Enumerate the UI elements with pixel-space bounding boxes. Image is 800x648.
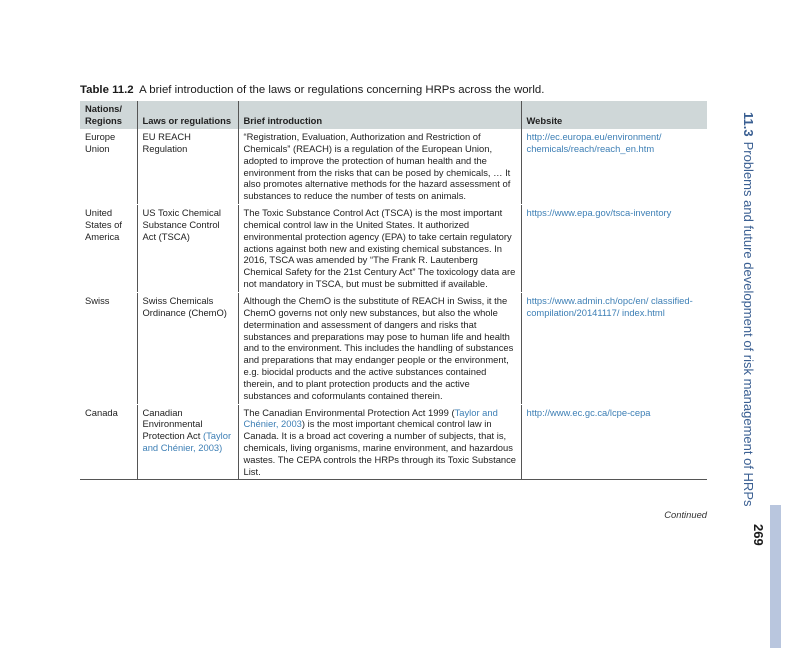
header-intro: Brief introduction: [238, 101, 521, 129]
cell-intro: The Toxic Substance Control Act (TSCA) is the most important chemical control law in the United States. It authorized environmental protection agency (EPA) to take certain regulatory actions against both new and existing chemical substances. In 2016, TSCA was amended by “The Frank R. Lautenberg Chemical Safety for the 21st Century Act” The toxicology data are not mandatory in TSCA, but must be submitted if available.: [238, 205, 521, 293]
continued-note: Continued: [664, 509, 707, 520]
section-number: 11.3: [741, 112, 756, 137]
header-laws: Laws or regulations: [137, 101, 238, 129]
law-name: Canadian Environmental Protection Act: [142, 406, 203, 442]
running-head: [741, 112, 756, 507]
citation-link[interactable]: (Taylor and Chénier, 2003): [142, 430, 232, 454]
table-caption-text: A brief introduction of the laws or regulations concerning HRPs across the world.: [139, 84, 545, 96]
table-number: Table 11.2: [80, 84, 134, 96]
table-row: [80, 129, 707, 205]
website-link[interactable]: http://ec.europa.eu/environment/ chemicals/reach/reach_en.htm: [521, 129, 707, 205]
laws-table: [80, 101, 707, 480]
cell-region: Swiss: [80, 292, 137, 404]
cell-intro: [238, 404, 521, 479]
section-title: Problems and future development of risk management of HRPs: [741, 141, 756, 507]
header-regions: Nations/ Regions: [80, 101, 137, 129]
table-row: [80, 205, 707, 293]
website-link[interactable]: https://www.epa.gov/tsca-inventory: [521, 205, 707, 293]
cell-law: US Toxic Chemical Substance Control Act (TSCA): [137, 205, 238, 293]
cell-law: [137, 404, 238, 479]
cell-intro: Although the ChemO is the substitute of REACH in Swiss, it the ChemO governs not only new substances, but also the whole determination and assessment of dangers and risks that substances and preparations may pose to human life and health and to the environment. This includes the handling of substances and preparations that may endanger people or the environment, e.g. biocidal products and the active substances contained therein, and to plant protection products and the active substances and coformulants contained therein.: [238, 292, 521, 404]
cell-region: Canada: [80, 404, 137, 479]
table-row: [80, 292, 707, 404]
website-link[interactable]: http://www.ec.gc.ca/lcpe-cepa: [521, 404, 707, 479]
table-header-row: [80, 101, 707, 129]
page-edge-tab: [770, 505, 781, 648]
cell-region: Europe Union: [80, 129, 137, 205]
intro-text: ) is the most important chemical control law in Canada. It is a broad act covering a number of subjects, that is, chemicals, living organisms, marine environment, and hazardous wastes. The CEPA controls the HRPs through its Toxic Substance List.: [243, 418, 517, 477]
cell-law: Swiss Chemicals Ordinance (ChemO): [137, 292, 238, 404]
table-row: [80, 404, 707, 479]
website-link[interactable]: https://www.admin.ch/opc/en/ classified-compilation/20141117/ index.html: [521, 292, 707, 404]
intro-text: The Canadian Environmental Protection Act 1999 (: [243, 406, 455, 418]
header-website: Website: [521, 101, 707, 129]
page-number: 269: [751, 524, 766, 546]
cell-region: United States of America: [80, 205, 137, 293]
cell-law: EU REACH Regulation: [137, 129, 238, 205]
cell-intro: “Registration, Evaluation, Authorization and Restriction of Chemicals” (REACH) is a regulation of the European Union, adopted to improve the protection of human health and the environment from the risks that can be posed by chemicals, … It also promotes alternative methods for the hazard assessment of substances to reduce the number of tests on animals.: [238, 129, 521, 205]
citation-link[interactable]: Taylor and Chénier, 2003: [243, 406, 498, 430]
table-caption: [80, 83, 720, 97]
